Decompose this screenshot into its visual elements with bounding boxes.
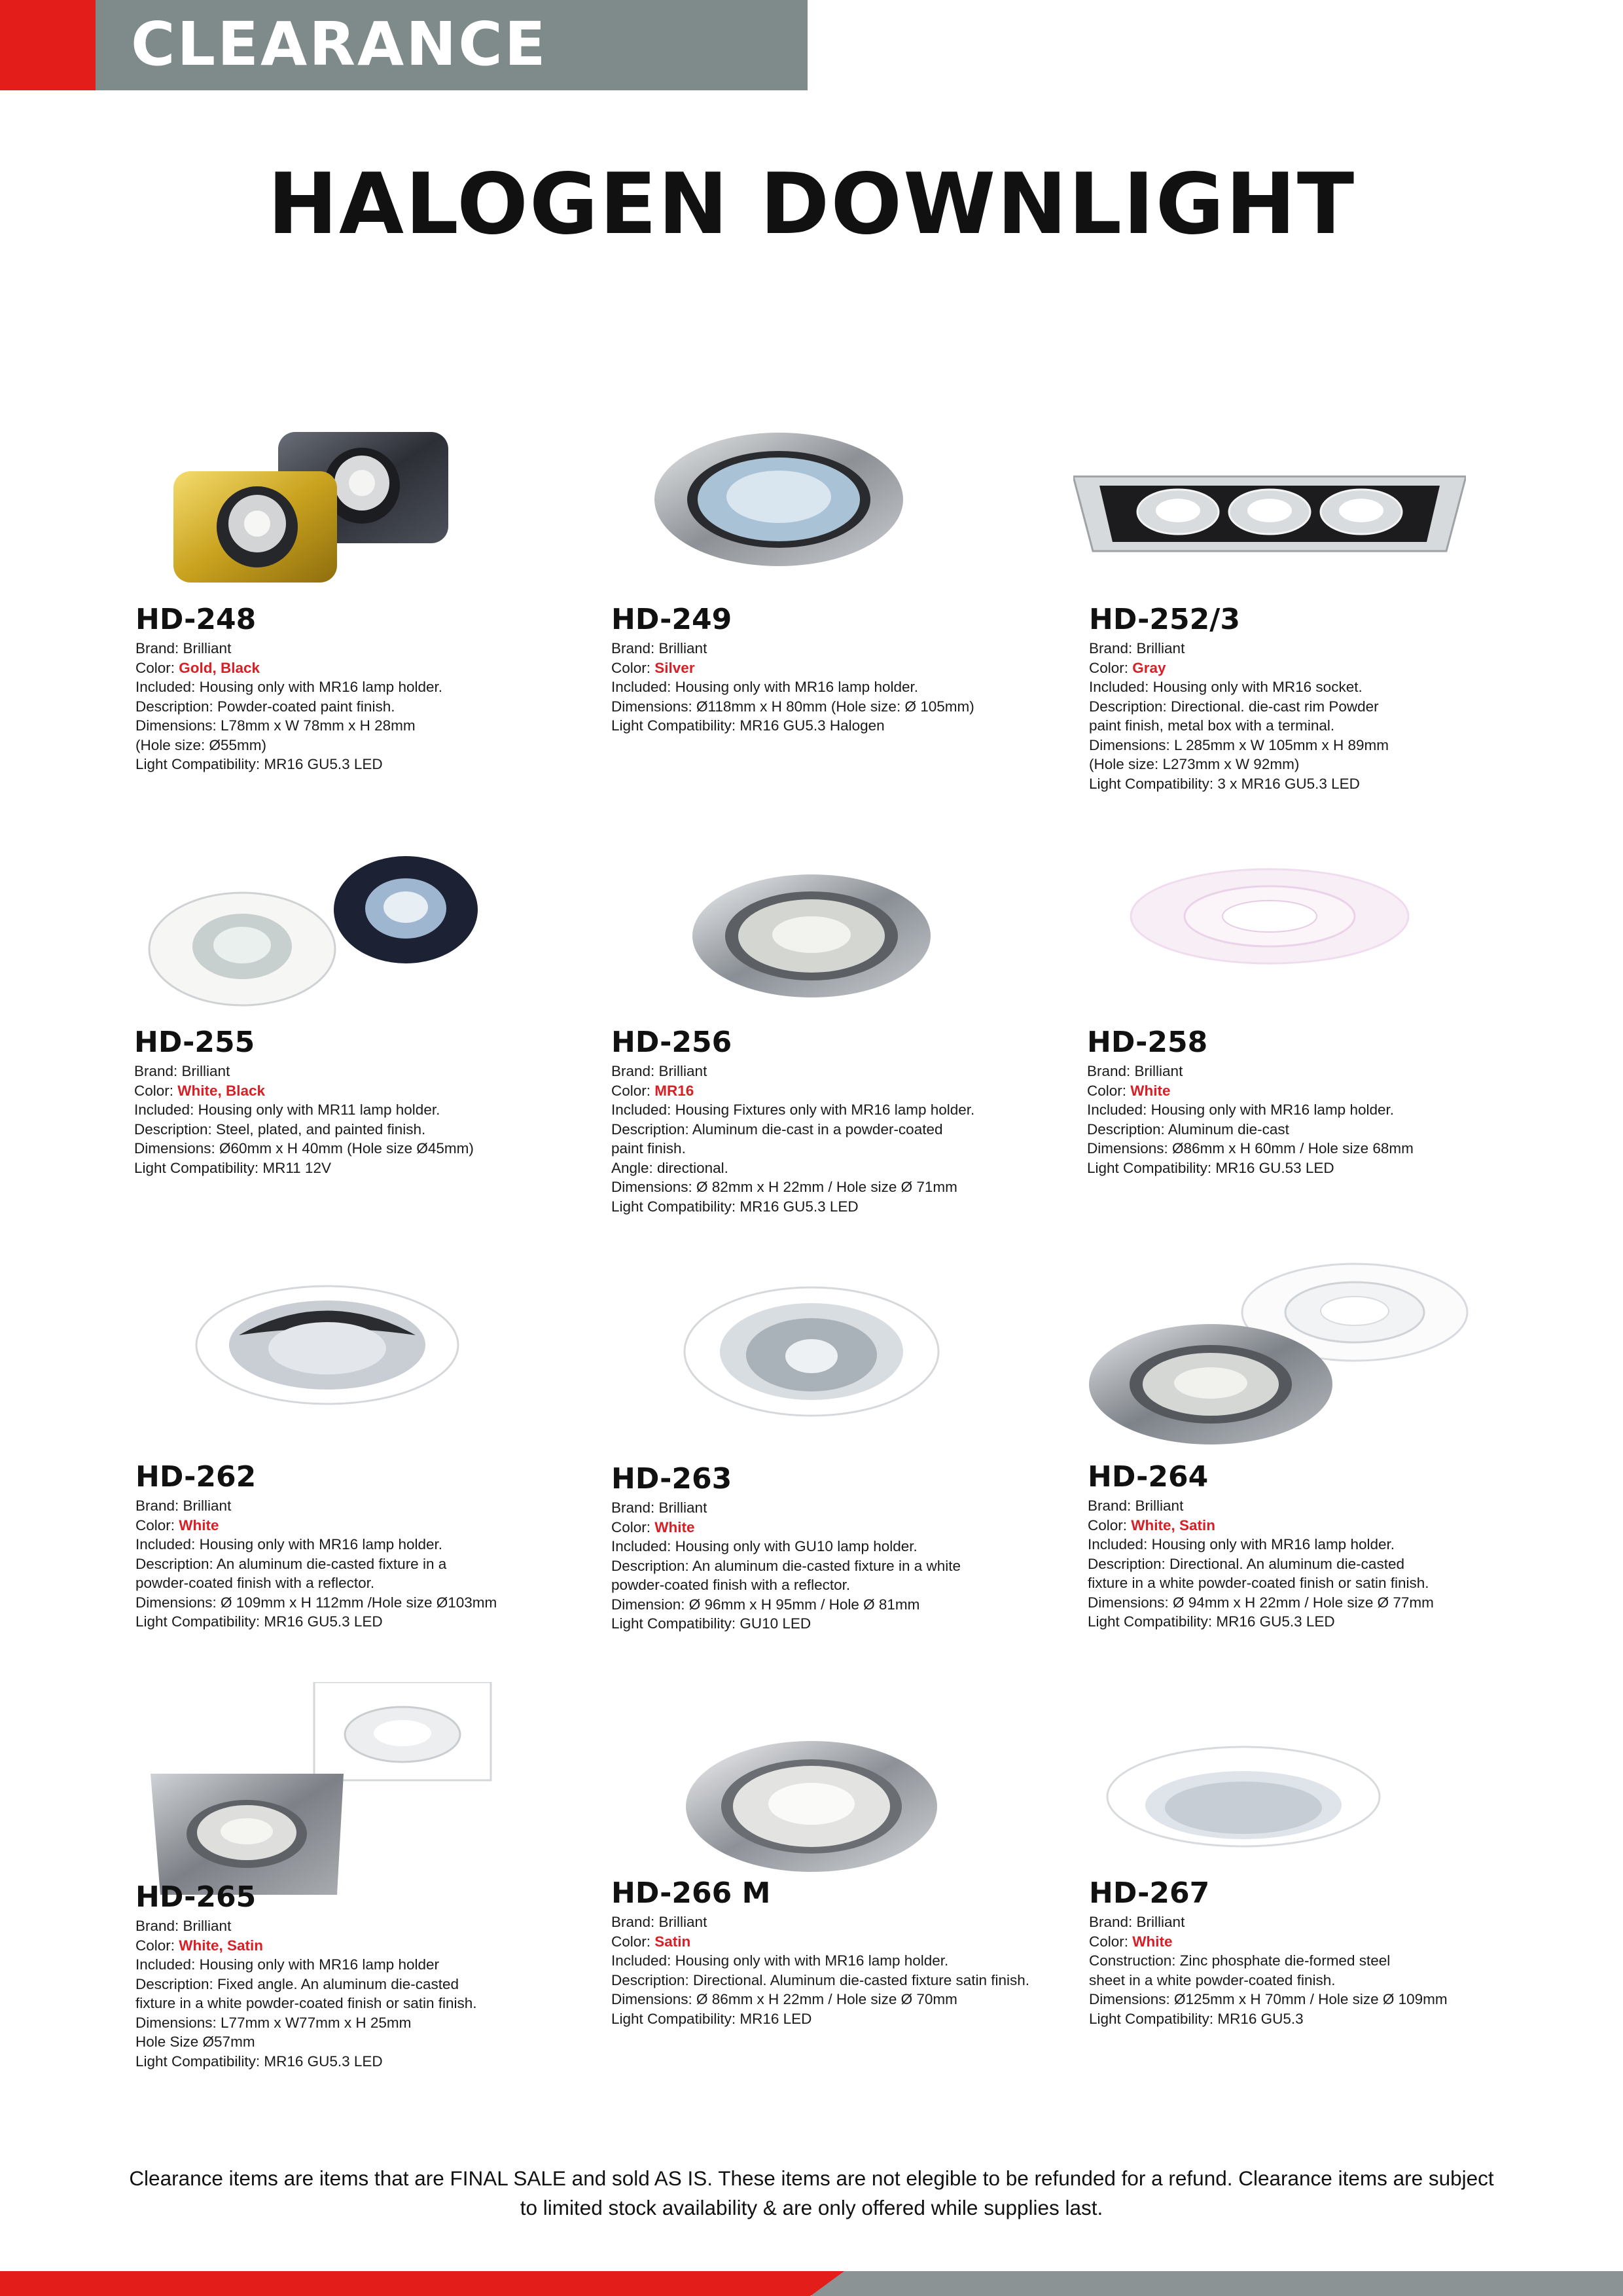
spec-line: Light Compatibility: MR16 LED	[611, 2010, 812, 2027]
product-code: HD-248	[135, 603, 257, 636]
spec-line: powder-coated finish with a reflector.	[611, 1577, 851, 1593]
hd-256-product-image	[687, 870, 936, 1001]
spec-line: Description: Steel, plated, and painted finish.	[134, 1121, 426, 1138]
spec-line: Angle: directional.	[611, 1159, 728, 1176]
product-code: HD-256	[611, 1026, 732, 1059]
product-card-hd-262	[135, 1461, 620, 1632]
spec-line: fixture in a white powder-coated finish or satin finish.	[1088, 1575, 1429, 1591]
spec-line: Light Compatibility: MR16 GU.53 LED	[1087, 1159, 1334, 1176]
spec-line: Light Compatibility: MR16 GU5.3 LED	[611, 1198, 859, 1215]
product-color	[135, 1936, 620, 1956]
spec-line: Light Compatibility: MR16 GU5.3 LED	[135, 2053, 383, 2070]
spec-line: Construction: Zinc phosphate die-formed steel	[1089, 1952, 1391, 1969]
product-card-hd-264	[1088, 1461, 1572, 1632]
product-code: HD-262	[135, 1460, 257, 1494]
spec-line: Hole Size Ø57mm	[135, 2034, 255, 2050]
product-card-hd-265	[135, 1881, 620, 2071]
page-title: HALOGEN DOWNLIGHT	[267, 156, 1356, 253]
product-code: HD-255	[134, 1026, 255, 1059]
product-brand: Brand: Brilliant	[611, 1063, 707, 1079]
spec-line: Dimensions: Ø 109mm x H 112mm /Hole size Ø103mm	[135, 1594, 497, 1611]
product-card-hd-255	[134, 1026, 618, 1177]
color-value: White	[654, 1518, 695, 1535]
spec-line: Description: Directional. An aluminum die-casted	[1088, 1555, 1404, 1572]
spec-line: Light Compatibility: MR16 GU5.3 LED	[135, 756, 383, 772]
product-card-hd-266-m	[611, 1877, 1096, 2028]
spec-line: Dimensions: L77mm x W77mm x H 25mm	[135, 2014, 412, 2031]
color-label: Color:	[1087, 1082, 1131, 1099]
color-label: Color:	[1089, 1933, 1133, 1950]
product-card-hd-249	[611, 603, 1096, 736]
product-code: HD-258	[1087, 1026, 1208, 1059]
spec-line: Included: Housing only with GU10 lamp holder.	[611, 1538, 918, 1554]
color-value: White, Satin	[1131, 1516, 1216, 1534]
product-color	[135, 1516, 620, 1535]
product-brand: Brand: Brilliant	[1087, 1063, 1183, 1079]
spec-line: Light Compatibility: MR11 12V	[134, 1159, 331, 1176]
color-value: Satin	[654, 1933, 691, 1950]
hd-267-product-image	[1103, 1741, 1384, 1852]
spec-line: Description: Aluminum die-cast	[1087, 1121, 1289, 1138]
hd-258-product-image	[1126, 864, 1414, 969]
spec-line: Description: Aluminum die-cast in a powder-coated	[611, 1121, 943, 1138]
color-label: Color:	[611, 1082, 655, 1099]
spec-line: Dimensions: Ø 94mm x H 22mm / Hole size Ø 77mm	[1088, 1594, 1434, 1611]
product-color	[611, 1932, 1096, 1952]
spec-line: Dimensions: L78mm x W 78mm x H 28mm	[135, 717, 416, 734]
hd-252-3-product-image	[1073, 471, 1466, 556]
spec-line: paint finish.	[611, 1140, 686, 1157]
product-code: HD-264	[1088, 1460, 1209, 1494]
spec-line: Included: Housing only with MR16 lamp holder.	[135, 1536, 443, 1552]
hd-264-product-image	[1086, 1260, 1472, 1450]
clearance-banner-label: CLEARANCE	[131, 9, 548, 79]
product-color	[611, 1518, 1096, 1537]
product-code: HD-249	[611, 603, 732, 636]
product-code: HD-263	[611, 1462, 732, 1496]
spec-line: Dimensions: Ø60mm x H 40mm (Hole size Ø45mm)	[134, 1140, 474, 1157]
color-value: White	[1132, 1933, 1173, 1950]
spec-line: Light Compatibility: GU10 LED	[611, 1615, 812, 1632]
spec-line: Dimensions: Ø 82mm x H 22mm / Hole size Ø 71mm	[611, 1179, 957, 1195]
product-card-hd-252-3	[1089, 603, 1573, 793]
color-value: MR16	[654, 1082, 694, 1099]
product-color	[611, 658, 1096, 678]
footer-red-bar	[0, 2271, 844, 2296]
hd-265-product-image	[147, 1682, 494, 1898]
hd-249-product-image	[648, 429, 910, 573]
product-card-hd-258	[1087, 1026, 1571, 1177]
spec-line: Light Compatibility: MR16 GU5.3 Halogen	[611, 717, 885, 734]
spec-line: Included: Housing only with MR16 socket.	[1089, 679, 1363, 695]
product-brand: Brand: Brilliant	[135, 1498, 232, 1514]
spec-line: Description: An aluminum die-casted fixture in a	[135, 1555, 447, 1572]
color-label: Color:	[1088, 1516, 1132, 1534]
product-brand: Brand: Brilliant	[1088, 1498, 1184, 1514]
hd-263-product-image	[681, 1283, 942, 1420]
spec-line: Description: Fixed angle. An aluminum die-casted	[135, 1975, 459, 1992]
product-brand: Brand: Brilliant	[611, 640, 707, 656]
product-color	[1087, 1081, 1571, 1101]
disclaimer-line: to limited stock availability & are only offered while supplies last.	[520, 2196, 1103, 2219]
spec-line: Included: Housing only with with MR16 lamp holder.	[611, 1952, 949, 1969]
product-color	[1089, 658, 1573, 678]
product-card-hd-248	[135, 603, 620, 774]
product-code: HD-252/3	[1089, 603, 1240, 636]
color-value: Silver	[654, 659, 695, 676]
spec-line: Dimensions: Ø125mm x H 70mm / Hole size Ø 109mm	[1089, 1991, 1448, 2007]
color-label: Color:	[611, 659, 655, 676]
color-label: Color:	[135, 659, 179, 676]
spec-line: Dimensions: Ø 86mm x H 22mm / Hole size Ø 70mm	[611, 1991, 957, 2007]
color-value: White, Satin	[179, 1937, 264, 1954]
spec-line: fixture in a white powder-coated finish or satin finish.	[135, 1995, 477, 2011]
product-code: HD-265	[135, 1880, 257, 1914]
color-value: Gold, Black	[179, 659, 260, 676]
spec-line: Light Compatibility: 3 x MR16 GU5.3 LED	[1089, 775, 1360, 792]
product-brand: Brand: Brilliant	[135, 1918, 232, 1934]
color-value: White	[1130, 1082, 1171, 1099]
color-label: Color:	[135, 1516, 179, 1534]
color-value: Gray	[1132, 659, 1166, 676]
color-value: White, Black	[177, 1082, 266, 1099]
header-red-block	[0, 0, 96, 90]
spec-line: Light Compatibility: MR16 GU5.3 LED	[135, 1613, 383, 1630]
spec-line: (Hole size: Ø55mm)	[135, 736, 267, 753]
product-brand: Brand: Brilliant	[134, 1063, 230, 1079]
hd-255-product-image	[144, 844, 478, 1008]
color-label: Color:	[1089, 659, 1133, 676]
hd-266-m-product-image	[681, 1734, 942, 1878]
spec-line: (Hole size: L273mm x W 92mm)	[1089, 756, 1300, 772]
spec-line: Dimensions: Ø118mm x H 80mm (Hole size: Ø 105mm)	[611, 698, 974, 715]
spec-line: Included: Housing only with MR16 lamp holder.	[1088, 1536, 1395, 1552]
product-color	[1089, 1932, 1573, 1952]
color-label: Color:	[134, 1082, 178, 1099]
spec-line: sheet in a white powder-coated finish.	[1089, 1971, 1336, 1988]
clearance-disclaimer	[39, 2164, 1584, 2223]
spec-line: paint finish, metal box with a terminal.	[1089, 717, 1335, 734]
color-label: Color:	[611, 1933, 655, 1950]
spec-line: Light Compatibility: MR16 GU5.3 LED	[1088, 1613, 1335, 1630]
spec-line: Included: Housing only with MR16 lamp holder	[135, 1956, 439, 1973]
product-color	[611, 1081, 1096, 1101]
spec-line: Included: Housing only with MR16 lamp holder.	[611, 679, 919, 695]
product-color	[135, 658, 620, 678]
color-value: White	[179, 1516, 219, 1534]
hd-262-product-image	[193, 1283, 461, 1407]
spec-line: Description: Powder-coated paint finish.	[135, 698, 395, 715]
spec-line: Description: Directional. die-cast rim Powder	[1089, 698, 1379, 715]
hd-248-product-image	[167, 425, 455, 596]
spec-line: Description: Directional. Aluminum die-casted fixture satin finish.	[611, 1971, 1030, 1988]
spec-line: Included: Housing only with MR11 lamp holder.	[134, 1102, 440, 1118]
disclaimer-line: Clearance items are items that are FINAL SALE and sold AS IS. These items are not elegible to be refunded for a refund. Clearance items are subject	[129, 2166, 1494, 2190]
spec-line: Included: Housing only with MR16 lamp holder.	[1087, 1102, 1395, 1118]
product-code: HD-266 M	[611, 1876, 771, 1910]
product-brand: Brand: Brilliant	[135, 640, 232, 656]
spec-line: Dimensions: L 285mm x W 105mm x H 89mm	[1089, 736, 1389, 753]
footer-gray-bar	[812, 2271, 1623, 2296]
spec-line: Included: Housing only with MR16 lamp holder.	[135, 679, 443, 695]
product-card-hd-256	[611, 1026, 1096, 1216]
product-card-hd-267	[1089, 1877, 1573, 2028]
spec-line: Light Compatibility: MR16 GU5.3	[1089, 2010, 1304, 2027]
spec-line: Included: Housing Fixtures only with MR16 lamp holder.	[611, 1102, 975, 1118]
spec-line: powder-coated finish with a reflector.	[135, 1575, 375, 1591]
product-brand: Brand: Brilliant	[1089, 1914, 1185, 1930]
product-color	[1088, 1516, 1572, 1535]
product-brand: Brand: Brilliant	[611, 1499, 707, 1516]
product-color	[134, 1081, 618, 1101]
product-brand: Brand: Brilliant	[611, 1914, 707, 1930]
product-card-hd-263	[611, 1463, 1096, 1634]
spec-line: Dimension: Ø 96mm x H 95mm / Hole Ø 81mm	[611, 1596, 920, 1613]
product-brand: Brand: Brilliant	[1089, 640, 1185, 656]
color-label: Color:	[135, 1937, 179, 1954]
product-code: HD-267	[1089, 1876, 1210, 1910]
color-label: Color:	[611, 1518, 655, 1535]
spec-line: Dimensions: Ø86mm x H 60mm / Hole size 68mm	[1087, 1140, 1414, 1157]
spec-line: Description: An aluminum die-casted fixture in a white	[611, 1557, 961, 1574]
